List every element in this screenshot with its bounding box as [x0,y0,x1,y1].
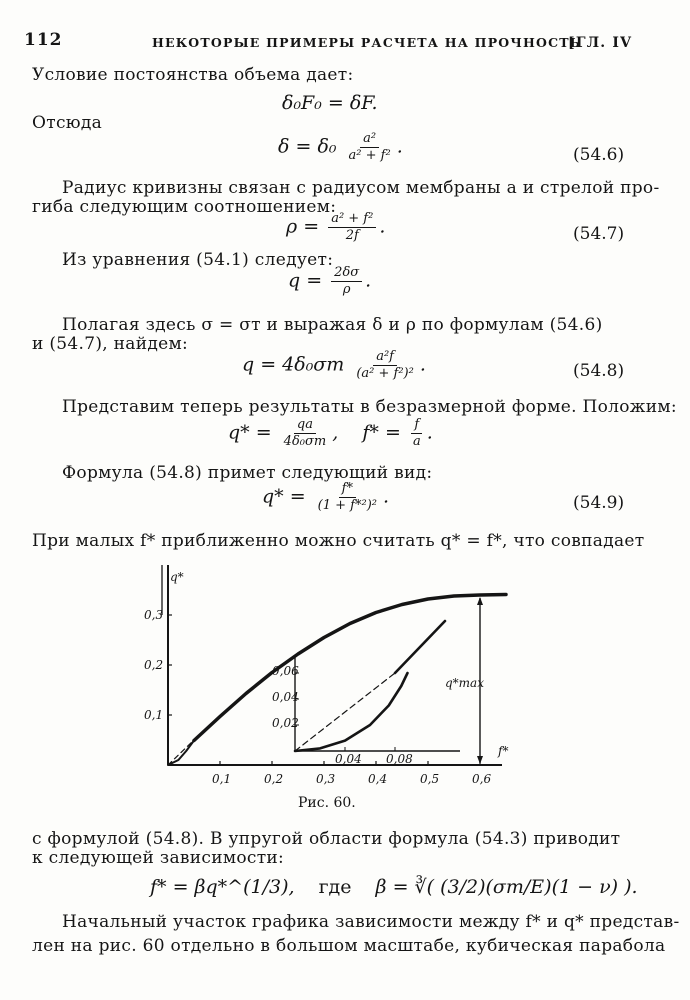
y-tick-label: 0,2 [144,658,164,672]
page-number: 112 [24,30,63,50]
equation-number: (54.9) [573,493,625,513]
word-where: где [318,876,352,898]
y-axis-label: q* [170,570,184,584]
equation-fraction [410,418,424,449]
equation-54-6: δ = δ₀ $\frac{\text{a²}}{\text{a² + f²}}$ . [278,131,403,163]
equation-lhs-q: q* = [228,421,272,444]
equation-number: (54.7) [573,224,625,244]
inset-tick-y-2: 0,02 [272,716,299,730]
equation-fraction [315,482,380,513]
inset-tick-y-0: 0,06 [272,664,299,678]
paragraph-elastic-line2: к следующей зависимости: [32,848,285,868]
fraction-denominator: 2f [345,228,359,243]
equation-dimensionless: q* = $\frac{qa}{\text{4δ₀σт}}$ , f* = $\frac{f}{a}$ . [228,417,433,449]
equation-54-1: q = $\frac{2\delta\sigma}{\rho}$ . [288,265,372,297]
equation-number: (54.6) [573,145,625,165]
fraction-denominator: 4δ₀σт [283,434,327,449]
inset-tick-y-1: 0,04 [272,690,299,704]
paragraph-initial-line1: Начальный участок графика зависимости между f* и q* представ- [62,912,680,932]
paragraph-takes-form: Формула (54.8) примет следующий вид: [62,463,433,483]
equation-fraction [281,418,330,449]
x-tick-label: 0,6 [472,772,492,786]
fraction-denominator: a² + f² [348,148,391,163]
fraction-numerator: f [411,418,422,434]
paragraph-from-eq: Из уравнения (54.1) следует: [62,250,334,270]
running-title: НЕКОТОРЫЕ ПРИМЕРЫ РАСЧЕТА НА ПРОЧНОСТЬ [152,35,582,50]
qmax-arrow-head-bottom [477,756,483,764]
equation-lhs-f: f* = [362,421,401,444]
paragraph-assuming-line1: Полагая здесь σ = σт и выражая δ и ρ по формулам (54.6) [62,315,603,335]
equation-lhs: q = [288,269,323,292]
paragraph-initial-line2: лен на рис. 60 отдельно в большом масштабе, кубическая парабола [32,936,666,956]
inset-series-1 [295,673,408,751]
paragraph-dimensionless: Представим теперь результаты в безразмерной форме. Положим: [62,397,677,417]
equation-lhs: f* = βq*^(1/3), [150,876,295,898]
qmax-label: q*max [445,676,484,690]
fraction-numerator: f* [339,482,356,498]
equation-volume: δ₀F₀ = δF. [282,92,378,114]
fraction-denominator: a [412,434,421,449]
main-series-0 [194,595,506,741]
fraction-denominator: ρ [342,282,351,297]
equation-fraction [353,350,417,381]
fraction-numerator: 2δσ [331,266,362,282]
fraction-numerator: a² [360,132,379,148]
fraction-numerator: a²f [373,350,397,366]
fraction-denominator: (a² + f²)² [356,366,414,381]
figure-60 [140,555,520,815]
equation-fraction [331,266,362,297]
paragraph-small-f: При малых f* приближенно можно считать q* = f*, что совпадает [32,531,645,551]
paragraph-elastic-line1: с формулой (54.8). В упругой области формула (54.3) приводит [32,829,621,849]
main-series-1 [168,740,194,765]
equation-number: (54.8) [573,361,625,381]
equation-fraction [328,212,376,243]
equation-lhs: q* = [262,485,306,508]
chapter-marker: [ГЛ. IV [568,35,633,51]
fraction-denominator: (1 + f*²)² [317,498,377,513]
x-tick-label: 0,2 [264,772,284,786]
equation-lhs: δ = δ₀ [278,135,337,158]
paragraph-hence: Отсюда [32,113,103,133]
y-tick-label: 0,3 [144,608,164,622]
paragraph-radius-line1: Радиус кривизны связан с радиусом мембраны a и стрелой про- [62,178,660,198]
equation-lhs: q = 4δ₀σт [242,353,345,376]
equation-54-8: q = 4δ₀σт $\frac{\text{a²f}}{\text{(a² + f²)²}}$ . [242,349,426,381]
equation-fraction [346,132,394,163]
equation-beta [150,876,638,898]
fraction-numerator: qa [294,418,316,434]
figure-caption: Рис. 60. [298,795,356,811]
inset-series-2 [395,621,445,673]
inset-tick-x-0: 0,04 [335,752,362,766]
x-axis-label: f* [498,744,509,758]
x-tick-label: 0,5 [420,772,440,786]
paragraph-radius-line2: гиба следующим соотношением: [32,197,337,217]
x-tick-label: 0,1 [212,772,232,786]
equation-rhs: β = ∛( (3/2)(σт/E)(1 − ν) ). [375,876,638,898]
y-tick-label: 0,1 [144,708,164,722]
paragraph-assuming-line2: и (54.7), найдем: [32,334,189,354]
qmax-arrow-head-top [477,597,483,605]
equation-54-9: q* = $\frac{f*}{\text{(1 + f*²)²}}$ . [262,481,390,513]
x-tick-label: 0,3 [316,772,336,786]
paragraph-volume: Условие постоянства объема дает: [32,65,354,85]
equation-lhs: ρ = [286,215,320,238]
x-tick-label: 0,4 [368,772,388,786]
inset-tick-x-1: 0,08 [386,752,413,766]
fraction-numerator: a² + f² [328,212,376,228]
equation-54-7: ρ = $\frac{\text{a² + f²}}{2f}$ . [286,211,386,243]
